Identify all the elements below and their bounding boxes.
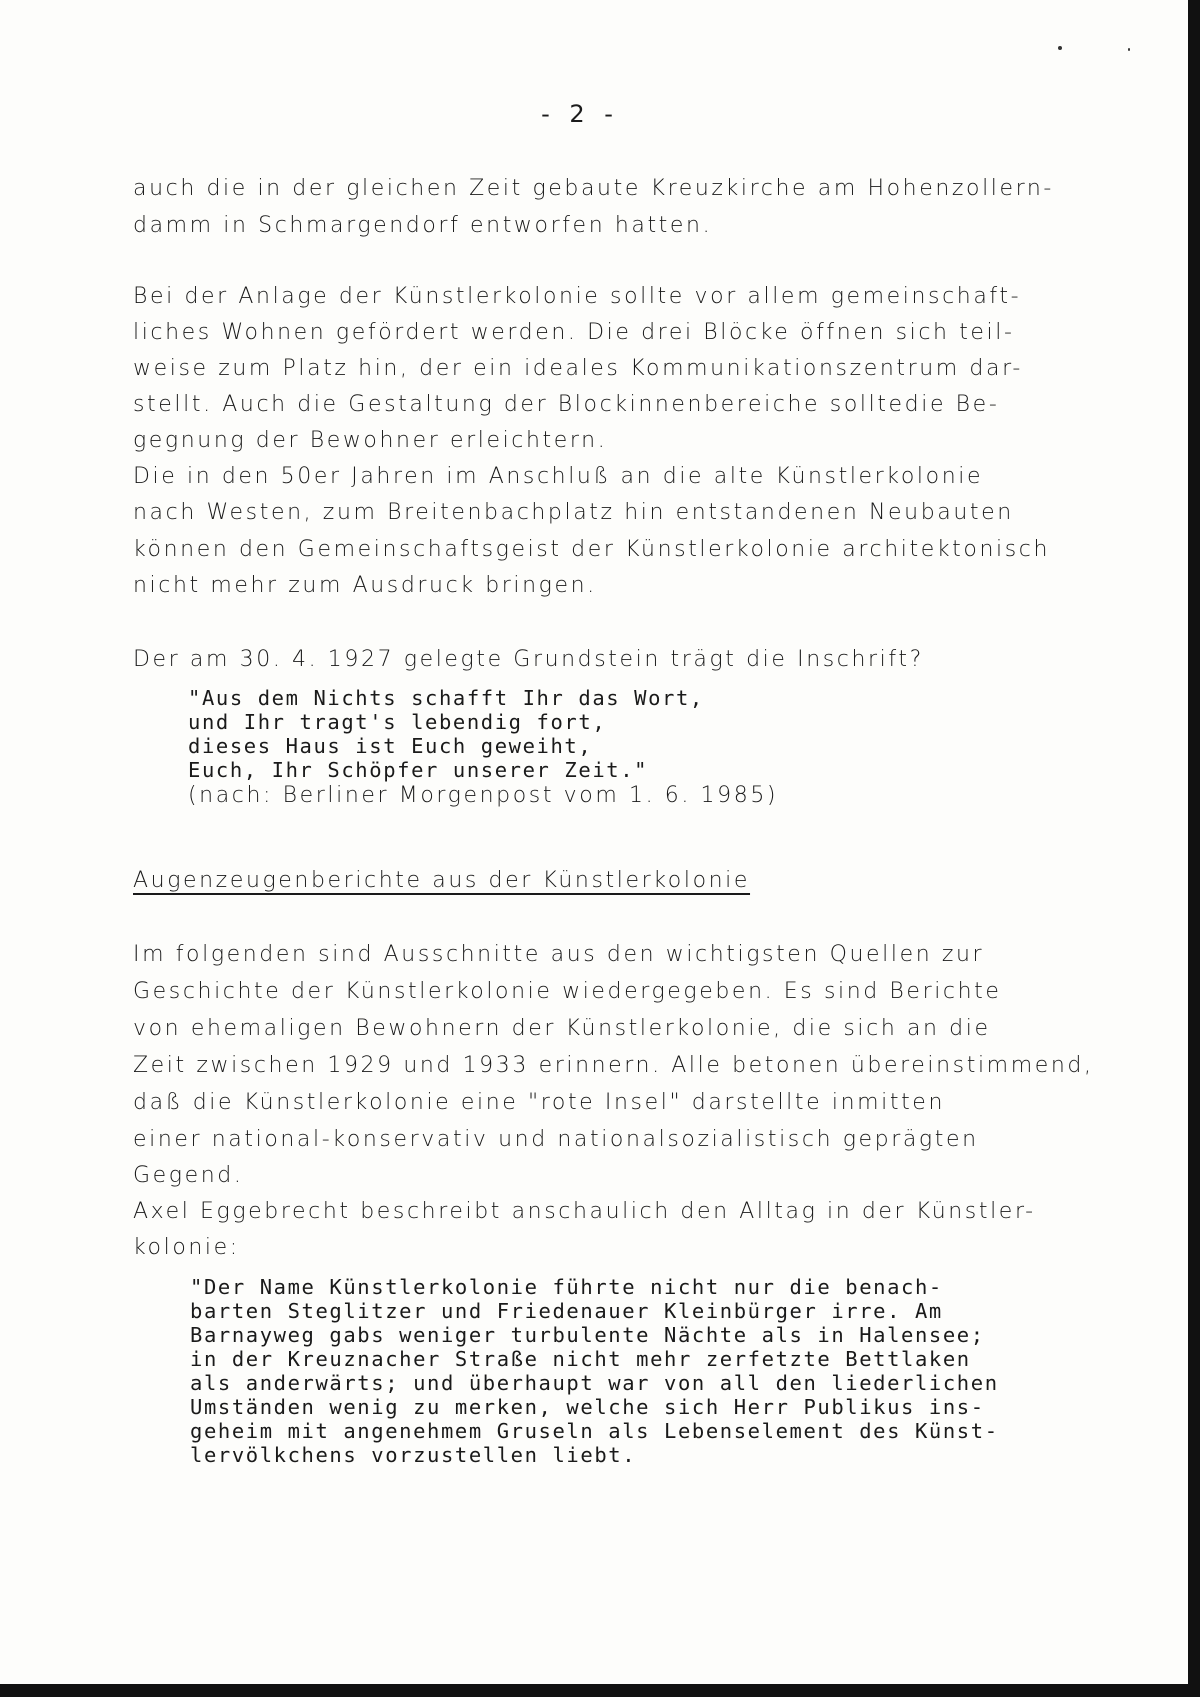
quote-line: barten Steglitzer und Friedenauer Kleinbürger irre. Am <box>190 1299 943 1323</box>
paragraph-2-line: nicht mehr zum Ausdruck bringen. <box>133 573 597 598</box>
paragraph-2-line: nach Westen, zum Breitenbachplatz hin entstandenen Neubauten <box>133 500 1014 525</box>
paragraph-2-line: weise zum Platz hin, der ein ideales Kommunikationszentrum dar- <box>133 356 1023 381</box>
section-heading: Augenzeugenberichte aus der Künstlerkolonie <box>133 868 751 893</box>
paragraph-3-line: einer national-konservativ und nationalsozialistisch geprägten <box>133 1127 979 1152</box>
paragraph-1-line: damm in Schmargendorf entworfen hatten. <box>133 213 713 238</box>
scan-speck <box>1058 46 1062 50</box>
quote-line: Barnayweg gabs weniger turbulente Nächte als in Halensee; <box>190 1323 985 1347</box>
quote-line: geheim mit angenehmem Gruseln als Lebenselement des Künst- <box>190 1419 999 1443</box>
quote-line: Umständen wenig zu merken, welche sich Herr Publikus ins- <box>190 1395 985 1419</box>
inscription-line: dieses Haus ist Euch geweiht, <box>188 734 593 758</box>
paragraph-3-line: Axel Eggebrecht beschreibt anschaulich den Alltag in der Künstler- <box>133 1199 1036 1224</box>
inscription-source: (nach: Berliner Morgenpost vom 1. 6. 1985) <box>188 783 779 808</box>
paragraph-3-line: Im folgenden sind Ausschnitte aus den wichtigsten Quellen zur <box>133 942 985 967</box>
inscription-line: "Aus dem Nichts schafft Ihr das Wort, <box>188 686 704 710</box>
quote-line: "Der Name Künstlerkolonie führte nicht nur die benach- <box>190 1275 943 1299</box>
paragraph-2-line: können den Gemeinschaftsgeist der Künstlerkolonie architektonisch <box>133 537 1051 562</box>
paragraph-2-line: liches Wohnen gefördert werden. Die drei Blöcke öffnen sich teil- <box>133 320 1015 345</box>
quote-line: als anderwärts; und überhaupt war von all den liederlichen <box>190 1371 999 1395</box>
grundstein-intro: Der am 30. 4. 1927 gelegte Grundstein trägt die Inschrift? <box>133 647 924 672</box>
paragraph-2-line: Die in den 50er Jahren im Anschluß an die alte Künstlerkolonie <box>133 464 984 489</box>
page-number: - 2 - <box>541 100 619 128</box>
inscription-line: und Ihr tragt's lebendig fort, <box>188 710 607 734</box>
paragraph-1-line: auch die in der gleichen Zeit gebaute Kreuzkirche am Hohenzollern- <box>133 176 1054 201</box>
paragraph-2-line: gegnung der Bewohner erleichtern. <box>133 428 608 453</box>
quote-line: lervölkchens vorzustellen liebt. <box>190 1443 637 1467</box>
paragraph-3-line: von ehemaligen Bewohnern der Künstlerkolonie, die sich an die <box>133 1016 991 1041</box>
paragraph-2-line: stellt. Auch die Gestaltung der Blockinnenbereiche solltedie Be- <box>133 392 1000 417</box>
paragraph-3-line: Geschichte der Künstlerkolonie wiedergegeben. Es sind Berichte <box>133 979 1002 1004</box>
scan-border-bottom <box>0 1684 1200 1697</box>
scan-border-right <box>1188 0 1200 1697</box>
quote-line: in der Kreuznacher Straße nicht mehr zerfetzte Bettlaken <box>190 1347 971 1371</box>
paragraph-2-line: Bei der Anlage der Künstlerkolonie sollte vor allem gemeinschaft- <box>133 284 1022 309</box>
inscription-line: Euch, Ihr Schöpfer unserer Zeit." <box>188 758 649 782</box>
paragraph-3-line: Gegend. <box>133 1163 244 1188</box>
paragraph-3-line: daß die Künstlerkolonie eine "rote Insel" darstellte inmitten <box>133 1090 945 1115</box>
paragraph-3-line: Zeit zwischen 1929 und 1933 erinnern. Alle betonen übereinstimmend, <box>133 1053 1094 1078</box>
paragraph-3-line: kolonie: <box>133 1235 240 1260</box>
scan-speck <box>1128 48 1130 51</box>
